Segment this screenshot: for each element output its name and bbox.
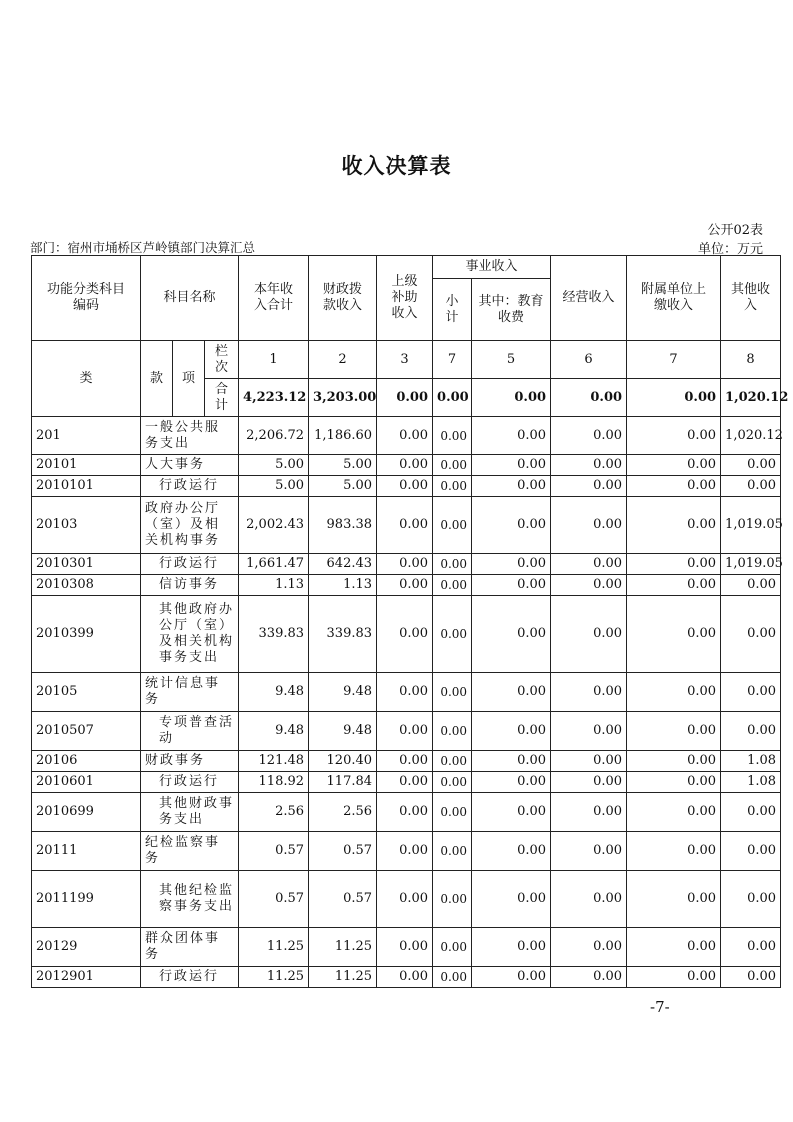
row-value: 117.84 xyxy=(309,772,377,793)
row-value: 339.83 xyxy=(309,596,377,673)
row-value: 0.00 xyxy=(627,793,721,832)
row-value: 1,186.60 xyxy=(309,417,377,455)
row-value: 1,020.12 xyxy=(721,417,781,455)
row-value: 0.00 xyxy=(551,673,627,712)
table-row xyxy=(32,596,781,673)
row-value: 0.00 xyxy=(627,928,721,967)
row-value: 0.00 xyxy=(472,751,551,772)
row-value: 0.00 xyxy=(377,871,433,928)
col-num: 8 xyxy=(721,341,781,379)
row-value: 1,019.05 xyxy=(721,497,781,554)
row-value: 121.48 xyxy=(239,751,309,772)
row-value: 0.00 xyxy=(627,967,721,988)
row-name: 其他纪检监察事务支出 xyxy=(141,871,239,928)
row-value: 0.00 xyxy=(627,476,721,497)
header-fiscal: 财政拨款收入 xyxy=(309,256,377,341)
row-name: 行政运行 xyxy=(141,967,239,988)
col-num: 7 xyxy=(433,341,472,379)
row-value: 0.00 xyxy=(472,417,551,455)
table-row xyxy=(32,712,781,751)
row-name: 人大事务 xyxy=(141,455,239,476)
table-row xyxy=(32,871,781,928)
row-value: 0.00 xyxy=(377,596,433,673)
row-value: 9.48 xyxy=(239,712,309,751)
income-table xyxy=(31,255,789,988)
total-value: 0.00 xyxy=(472,379,551,417)
col-num: 6 xyxy=(551,341,627,379)
row-value: 0.00 xyxy=(472,575,551,596)
row-value: 0.00 xyxy=(472,712,551,751)
row-value: 5.00 xyxy=(239,476,309,497)
total-value: 0.00 xyxy=(551,379,627,417)
row-value: 0.00 xyxy=(472,871,551,928)
row-name: 群众团体事务 xyxy=(141,928,239,967)
row-value: 0.00 xyxy=(721,832,781,871)
row-value: 1.08 xyxy=(721,751,781,772)
row-value: 0.00 xyxy=(627,712,721,751)
row-value: 0.00 xyxy=(472,928,551,967)
row-value: 0.00 xyxy=(551,497,627,554)
col-num: 3 xyxy=(377,341,433,379)
row-name: 其他政府办公厅（室）及相关机构事务支出 xyxy=(141,596,239,673)
row-value: 0.00 xyxy=(377,832,433,871)
row-value: 5.00 xyxy=(309,455,377,476)
row-value: 2.56 xyxy=(239,793,309,832)
row-value: 0.57 xyxy=(309,832,377,871)
row-value: 0.00 xyxy=(433,455,472,476)
total-value: 0.00 xyxy=(627,379,721,417)
row-value: 11.25 xyxy=(239,967,309,988)
row-value: 0.00 xyxy=(551,772,627,793)
table-row xyxy=(32,476,781,497)
header-subtotal: 小计 xyxy=(433,279,472,341)
table-row xyxy=(32,417,781,455)
row-value: 0.00 xyxy=(433,554,472,575)
row-value: 0.00 xyxy=(377,476,433,497)
row-value: 0.00 xyxy=(377,497,433,554)
row-value: 0.00 xyxy=(433,575,472,596)
row-value: 0.00 xyxy=(472,497,551,554)
row-value: 0.00 xyxy=(377,417,433,455)
row-value: 0.00 xyxy=(551,832,627,871)
row-value: 0.00 xyxy=(472,673,551,712)
row-name: 统计信息事务 xyxy=(141,673,239,712)
row-value: 0.00 xyxy=(433,417,472,455)
row-value: 0.00 xyxy=(377,673,433,712)
row-name: 一般公共服务支出 xyxy=(141,417,239,455)
row-value: 1,661.47 xyxy=(239,554,309,575)
row-value: 0.00 xyxy=(433,793,472,832)
row-value: 0.00 xyxy=(433,751,472,772)
row-value: 0.00 xyxy=(377,793,433,832)
row-name: 其他财政事务支出 xyxy=(141,793,239,832)
row-value: 0.00 xyxy=(627,871,721,928)
row-value: 0.00 xyxy=(627,497,721,554)
table-row xyxy=(32,928,781,967)
row-value: 339.83 xyxy=(239,596,309,673)
row-value: 0.00 xyxy=(721,673,781,712)
row-value: 0.00 xyxy=(433,497,472,554)
row-code: 2010301 xyxy=(32,554,141,575)
row-value: 0.00 xyxy=(721,596,781,673)
col-num: 2 xyxy=(309,341,377,379)
row-code: 2010601 xyxy=(32,772,141,793)
row-code: 2010399 xyxy=(32,596,141,673)
row-name: 政府办公厅（室）及相关机构事务 xyxy=(141,497,239,554)
row-value: 0.57 xyxy=(309,871,377,928)
row-value: 0.57 xyxy=(239,871,309,928)
row-code: 2010308 xyxy=(32,575,141,596)
row-value: 0.00 xyxy=(627,596,721,673)
row-value: 0.00 xyxy=(721,476,781,497)
col-num: 1 xyxy=(239,341,309,379)
row-value: 983.38 xyxy=(309,497,377,554)
row-value: 0.00 xyxy=(551,575,627,596)
table-row xyxy=(32,967,781,988)
row-code: 201 xyxy=(32,417,141,455)
header-other: 其他收入 xyxy=(721,256,781,341)
row-code: 2010699 xyxy=(32,793,141,832)
row-name: 纪检监察事务 xyxy=(141,832,239,871)
row-value: 0.00 xyxy=(551,793,627,832)
row-value: 0.00 xyxy=(627,554,721,575)
row-value: 0.00 xyxy=(721,871,781,928)
row-code: 20111 xyxy=(32,832,141,871)
row-value: 1.13 xyxy=(239,575,309,596)
table-row xyxy=(32,497,781,554)
total-value: 1,020.12 xyxy=(721,379,781,417)
row-value: 0.00 xyxy=(721,928,781,967)
row-value: 0.00 xyxy=(472,455,551,476)
row-code: 2011199 xyxy=(32,871,141,928)
row-value: 0.00 xyxy=(627,673,721,712)
header-code: 功能分类科目编码 xyxy=(32,256,141,341)
row-value: 0.00 xyxy=(627,417,721,455)
table-row xyxy=(32,455,781,476)
row-value: 0.00 xyxy=(721,967,781,988)
row-value: 0.00 xyxy=(721,455,781,476)
header-superior: 上级补助收入 xyxy=(377,256,433,341)
row-value: 0.00 xyxy=(377,967,433,988)
row-value: 0.00 xyxy=(551,455,627,476)
row-value: 0.00 xyxy=(627,832,721,871)
page-title: 收入决算表 xyxy=(341,153,452,178)
col-num: 7 xyxy=(627,341,721,379)
row-value: 11.25 xyxy=(309,967,377,988)
table-row xyxy=(32,772,781,793)
row-code: 20101 xyxy=(32,455,141,476)
header-xiang: 项 xyxy=(173,341,205,417)
row-value: 0.00 xyxy=(433,673,472,712)
row-value: 0.00 xyxy=(551,928,627,967)
row-value: 0.00 xyxy=(377,554,433,575)
row-value: 0.00 xyxy=(627,575,721,596)
row-value: 2,002.43 xyxy=(239,497,309,554)
row-name: 行政运行 xyxy=(141,476,239,497)
row-name: 信访事务 xyxy=(141,575,239,596)
header-affiliated: 附属单位上缴收入 xyxy=(627,256,721,341)
row-name: 财政事务 xyxy=(141,751,239,772)
row-value: 0.00 xyxy=(472,793,551,832)
row-value: 0.00 xyxy=(472,832,551,871)
row-value: 0.00 xyxy=(551,417,627,455)
row-code: 20103 xyxy=(32,497,141,554)
row-value: 0.00 xyxy=(472,967,551,988)
row-code: 2012901 xyxy=(32,967,141,988)
row-value: 11.25 xyxy=(309,928,377,967)
total-value: 0.00 xyxy=(433,379,472,417)
table-row xyxy=(32,554,781,575)
row-value: 1.13 xyxy=(309,575,377,596)
row-value: 0.00 xyxy=(433,928,472,967)
row-value: 0.00 xyxy=(433,772,472,793)
header-kuan: 款 xyxy=(141,341,173,417)
row-value: 118.92 xyxy=(239,772,309,793)
form-number: 公开02表 xyxy=(707,223,763,238)
row-value: 0.00 xyxy=(472,772,551,793)
row-value: 0.00 xyxy=(627,455,721,476)
row-value: 0.00 xyxy=(627,751,721,772)
row-value: 0.00 xyxy=(433,871,472,928)
header-business-income: 事业收入 xyxy=(433,256,551,279)
row-value: 0.00 xyxy=(551,967,627,988)
row-value: 0.00 xyxy=(472,554,551,575)
row-value: 120.40 xyxy=(309,751,377,772)
row-code: 2010101 xyxy=(32,476,141,497)
row-value: 0.00 xyxy=(472,476,551,497)
row-value: 2,206.72 xyxy=(239,417,309,455)
row-value: 0.00 xyxy=(433,476,472,497)
header-lanci: 栏次 xyxy=(205,341,239,379)
header-heji: 合计 xyxy=(205,379,239,417)
row-value: 0.00 xyxy=(377,772,433,793)
row-value: 0.00 xyxy=(551,751,627,772)
total-value: 3,203.00 xyxy=(309,379,377,417)
header-operating: 经营收入 xyxy=(551,256,627,341)
row-code: 20129 xyxy=(32,928,141,967)
row-value: 2.56 xyxy=(309,793,377,832)
row-value: 0.00 xyxy=(433,712,472,751)
row-value: 0.00 xyxy=(721,712,781,751)
row-value: 0.00 xyxy=(551,554,627,575)
header-edu: 其中：教育收费 xyxy=(472,279,551,341)
row-value: 0.00 xyxy=(377,751,433,772)
table-row xyxy=(32,832,781,871)
department-label: 部门：宿州市埇桥区芦岭镇部门决算汇总 xyxy=(30,240,256,255)
table-row xyxy=(32,793,781,832)
row-value: 0.57 xyxy=(239,832,309,871)
row-value: 9.48 xyxy=(309,712,377,751)
row-value: 0.00 xyxy=(433,967,472,988)
row-value: 0.00 xyxy=(551,596,627,673)
row-value: 0.00 xyxy=(377,712,433,751)
row-value: 642.43 xyxy=(309,554,377,575)
row-name: 专项普查活动 xyxy=(141,712,239,751)
row-value: 0.00 xyxy=(472,596,551,673)
header-name: 科目名称 xyxy=(141,256,239,341)
header-class: 类 xyxy=(32,341,141,417)
header-total: 本年收入合计 xyxy=(239,256,309,341)
col-num: 5 xyxy=(472,341,551,379)
row-value: 0.00 xyxy=(551,476,627,497)
unit-label: 单位：万元 xyxy=(697,242,763,257)
row-name: 行政运行 xyxy=(141,772,239,793)
row-code: 20106 xyxy=(32,751,141,772)
row-value: 1,019.05 xyxy=(721,554,781,575)
total-value: 0.00 xyxy=(377,379,433,417)
row-value: 0.00 xyxy=(433,832,472,871)
row-value: 9.48 xyxy=(309,673,377,712)
row-value: 11.25 xyxy=(239,928,309,967)
row-value: 1.08 xyxy=(721,772,781,793)
row-value: 0.00 xyxy=(377,455,433,476)
table-row xyxy=(32,751,781,772)
table-row xyxy=(32,673,781,712)
row-value: 0.00 xyxy=(627,772,721,793)
row-name: 行政运行 xyxy=(141,554,239,575)
row-value: 0.00 xyxy=(433,596,472,673)
row-value: 0.00 xyxy=(721,793,781,832)
total-value: 4,223.12 xyxy=(239,379,309,417)
row-value: 0.00 xyxy=(721,575,781,596)
row-value: 5.00 xyxy=(239,455,309,476)
row-code: 2010507 xyxy=(32,712,141,751)
row-value: 0.00 xyxy=(551,871,627,928)
row-value: 0.00 xyxy=(377,575,433,596)
row-value: 9.48 xyxy=(239,673,309,712)
row-code: 20105 xyxy=(32,673,141,712)
row-value: 0.00 xyxy=(377,928,433,967)
table-row xyxy=(32,575,781,596)
page-number: -7- xyxy=(650,998,670,1016)
row-value: 5.00 xyxy=(309,476,377,497)
row-value: 0.00 xyxy=(551,712,627,751)
